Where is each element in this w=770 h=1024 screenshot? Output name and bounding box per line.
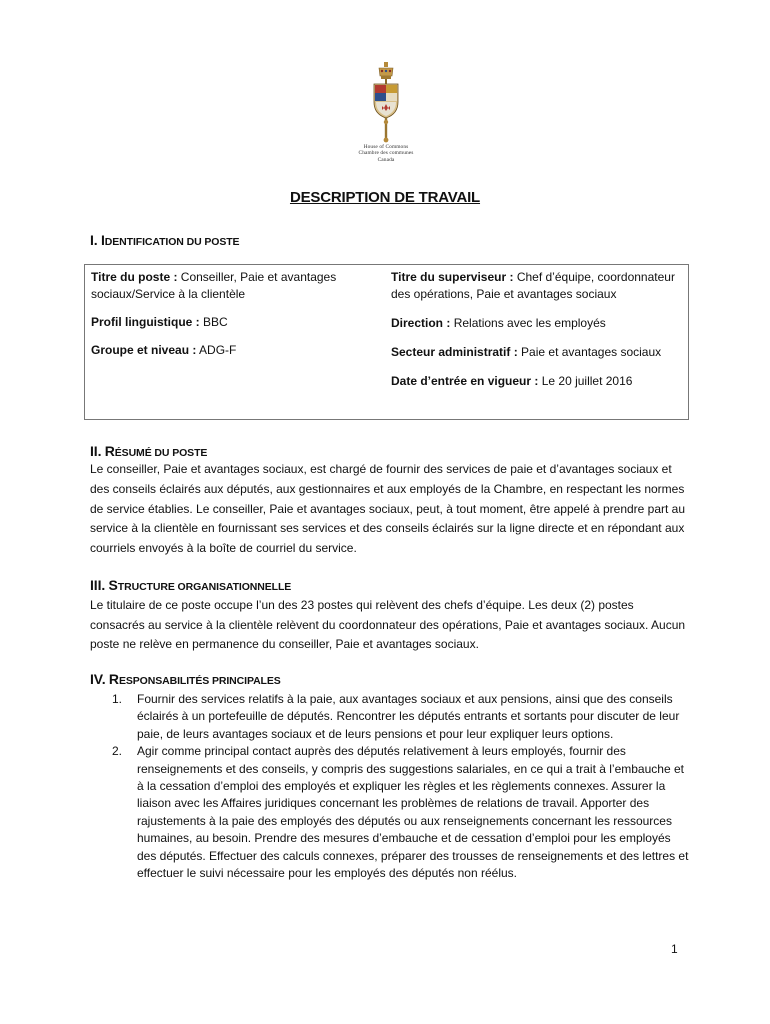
resume-paragraph: Le conseiller, Paie et avantages sociaux, est chargé de fournir des services de paie et d’avantages sociaux et des conseils éclairés aux députés, aux gestionnaires et aux employés de la Chambre, en respectant les normes de service établies. Le conseiller, Paie et avantages sociaux, peut, à tout moment, être appelé à prendre part au service à la clientèle en fournissant ses services et des conseils éclairés sur la ligne directe et en répondant aux courriels envoyés à la boîte de courriel du service. xyxy=(90,462,686,556)
section-number: III. xyxy=(90,577,106,593)
field-date-entree xyxy=(391,373,681,390)
section-responsabilites-heading xyxy=(90,671,281,687)
section-first-letter: R xyxy=(108,671,119,687)
field-direction xyxy=(391,315,681,332)
secteur-label: Secteur administratif : xyxy=(391,345,518,359)
secteur-value: Paie et avantages sociaux xyxy=(521,345,662,359)
section-resume-heading xyxy=(90,443,207,459)
section-number: IV. xyxy=(90,671,106,687)
identification-left-column xyxy=(91,269,381,370)
structure-paragraph: Le titulaire de ce poste occupe l’un des 23 postes qui relèvent des chefs d’équipe. Les deux (2) postes consacrés au service à la clientèle relèvent du coordonnateur des opérations, Paie et avantages sociaux. Aucun poste ne relève en permanence du conseiller, Paie et avantages sociaux. xyxy=(90,598,686,651)
logo-line-2: Chambre des communes xyxy=(358,150,414,157)
section-first-letter: S xyxy=(108,577,118,593)
groupe-value: ADG-F xyxy=(199,343,237,357)
section-structure-heading xyxy=(90,577,291,593)
section-title-rest: ESPONSABILITÉS PRINCIPALES xyxy=(118,675,281,687)
section-identification-heading xyxy=(90,232,239,248)
section-first-letter: I xyxy=(100,232,105,248)
profil-label: Profil linguistique : xyxy=(91,315,200,329)
titre-poste-value: Conseiller, Paie et avantages sociaux/Service à la clientèle xyxy=(91,270,337,301)
field-titre-poste xyxy=(91,269,381,303)
identification-right-column xyxy=(391,269,681,402)
list-item xyxy=(90,743,690,882)
list-item-number: 1. xyxy=(112,692,123,706)
section-title-rest: TRUCTURE ORGANISATIONNELLE xyxy=(117,581,292,593)
section-title-rest: DENTIFICATION DU POSTE xyxy=(104,236,240,248)
page-number: 1 xyxy=(671,942,678,956)
date-value: Le 20 juillet 2016 xyxy=(541,374,633,388)
identification-table xyxy=(84,264,689,420)
logo-line-1: House of Commons xyxy=(363,144,409,150)
titre-poste-label: Titre du poste : xyxy=(91,270,178,284)
field-titre-superviseur xyxy=(391,269,681,303)
list-item-text: Agir comme principal contact auprès des députés relativement à leurs employés, fournir des renseignements et des conseils, y compris des suggestions salariales, en ce qui a trait à l’embauche et à la cessation d’emploi des employés et expliquer les règles et les règlements connexes. Assurer la liaison avec les Affaires juridiques concernant les problèmes de relations de travail. Apporter des rajustements à la paie des employés des députés ou aux renseignements concernant les ressources humaines, au besoin. Prendre des mesures d’embauche et de cessation d’emploi pour les employés des députés. Effectuer des calculs connexes, préparer des trousses de renseignements et des lettres et effectuer le suivi nécessaire pour les employés des députés non réélus. xyxy=(137,744,689,881)
superviseur-label: Titre du superviseur : xyxy=(391,270,514,284)
list-item-text: Fournir des services relatifs à la paie, aux avantages sociaux et aux pensions, ainsi que des conseils éclairés à un portefeuille de députés. Rencontrer les députés entrants et sortants pour discuter de leur paie, de leurs avantages sociaux et de leurs pensions et pour leur expliquer leurs options. xyxy=(137,692,680,741)
groupe-label: Groupe et niveau : xyxy=(91,343,197,357)
house-of-commons-logo xyxy=(351,62,421,163)
direction-label: Direction : xyxy=(391,316,451,330)
field-groupe-niveau xyxy=(91,342,381,359)
section-number: II. xyxy=(90,443,102,459)
document-title: DESCRIPTION DE TRAVAIL xyxy=(289,189,481,206)
superviseur-value: Chef d’équipe, coordonnateur des opérations, Paie et avantages sociaux xyxy=(391,270,675,301)
direction-value: Relations avec les employés xyxy=(453,316,606,330)
logo-line-3: Canada xyxy=(377,156,395,163)
section-first-letter: R xyxy=(104,443,115,459)
list-item xyxy=(90,691,690,743)
list-item-number: 2. xyxy=(112,744,123,759)
date-label: Date d’entrée en vigueur : xyxy=(391,374,539,388)
field-profil-linguistique xyxy=(91,314,381,331)
responsabilites-list xyxy=(90,691,690,882)
section-number: I. xyxy=(90,232,98,248)
section-title-rest: ÉSUMÉ DU POSTE xyxy=(114,447,208,459)
profil-value: BBC xyxy=(203,315,228,329)
field-secteur-administratif xyxy=(391,344,681,361)
mace-crest-icon xyxy=(369,62,403,144)
